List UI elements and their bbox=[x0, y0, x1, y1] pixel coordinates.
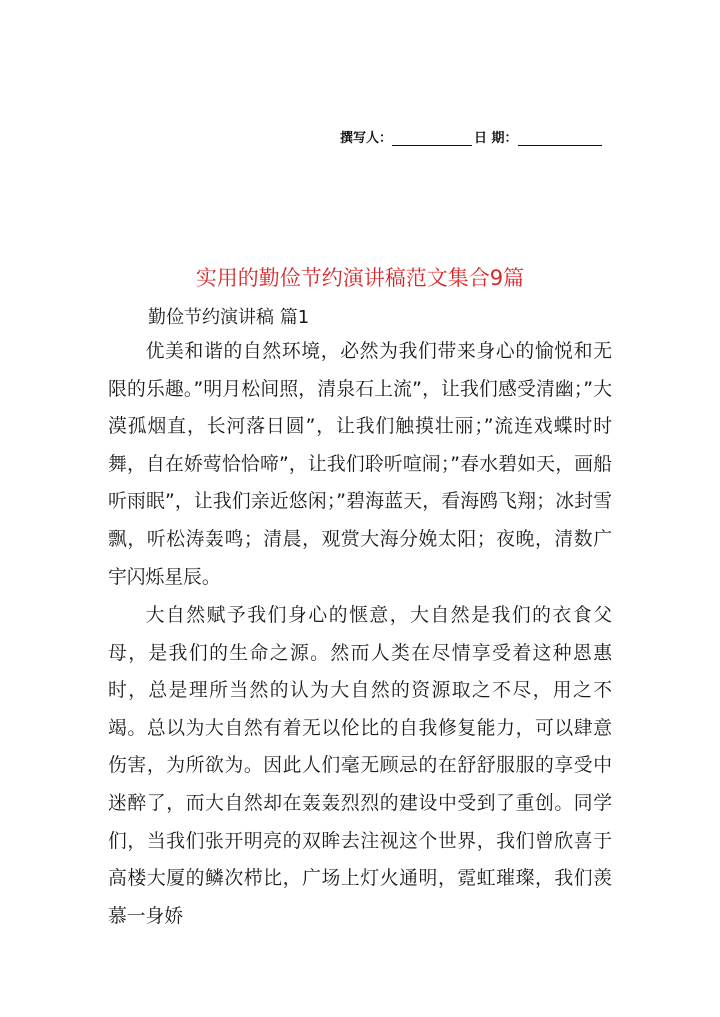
section-heading: 勤俭节约演讲稿 篇1 bbox=[148, 307, 310, 328]
author-label: 撰写人： bbox=[340, 131, 393, 146]
body-paragraph-1: 优美和谐的自然环境，必然为我们带来身心的愉悦和无限的乐趣。”明月松间照，清泉石上流”，让我们感受清幽；”大漠孤烟直，长河落日圆”，让我们触摸壮丽；”流连戏蝶时时舞，自在娇莺恰恰啼”，让我们聆听喧闹；”春水碧如天，画船听雨眠”，让我们亲近悠闲；”碧海蓝天，看海鸥飞翔；冰封雪飘，听松涛轰鸣；清晨，观赏大海分娩太阳；夜晚，清数广宇闪烁星辰。 bbox=[108, 341, 612, 588]
header-fields bbox=[340, 126, 615, 146]
author-blank-line bbox=[392, 131, 472, 146]
date-label: 日 期： bbox=[474, 131, 518, 146]
document-title: 实用的勤俭节约演讲稿范文集合9篇 bbox=[195, 266, 525, 290]
body-paragraph-2: 大自然赋予我们身心的惬意，大自然是我们的衣食父母，是我们的生命之源。然而人类在尽情享受着这种恩惠时，总是理所当然的认为大自然的资源取之不尽，用之不竭。总以为大自然有着无以伦比的自我修复能力，可以肆意伤害，为所欲为。因此人们毫无顾忌的在舒舒服服的享受中迷醉了，而大自然却在轰轰烈烈的建设中受到了重创。同学们，当我们张开明亮的双眸去注视这个世界，我们曾欣喜于高楼大厦的鳞次栉比，广场上灯火通明，霓虹璀璨，我们羡慕一身娇 bbox=[108, 605, 612, 927]
date-blank-line bbox=[518, 131, 602, 146]
